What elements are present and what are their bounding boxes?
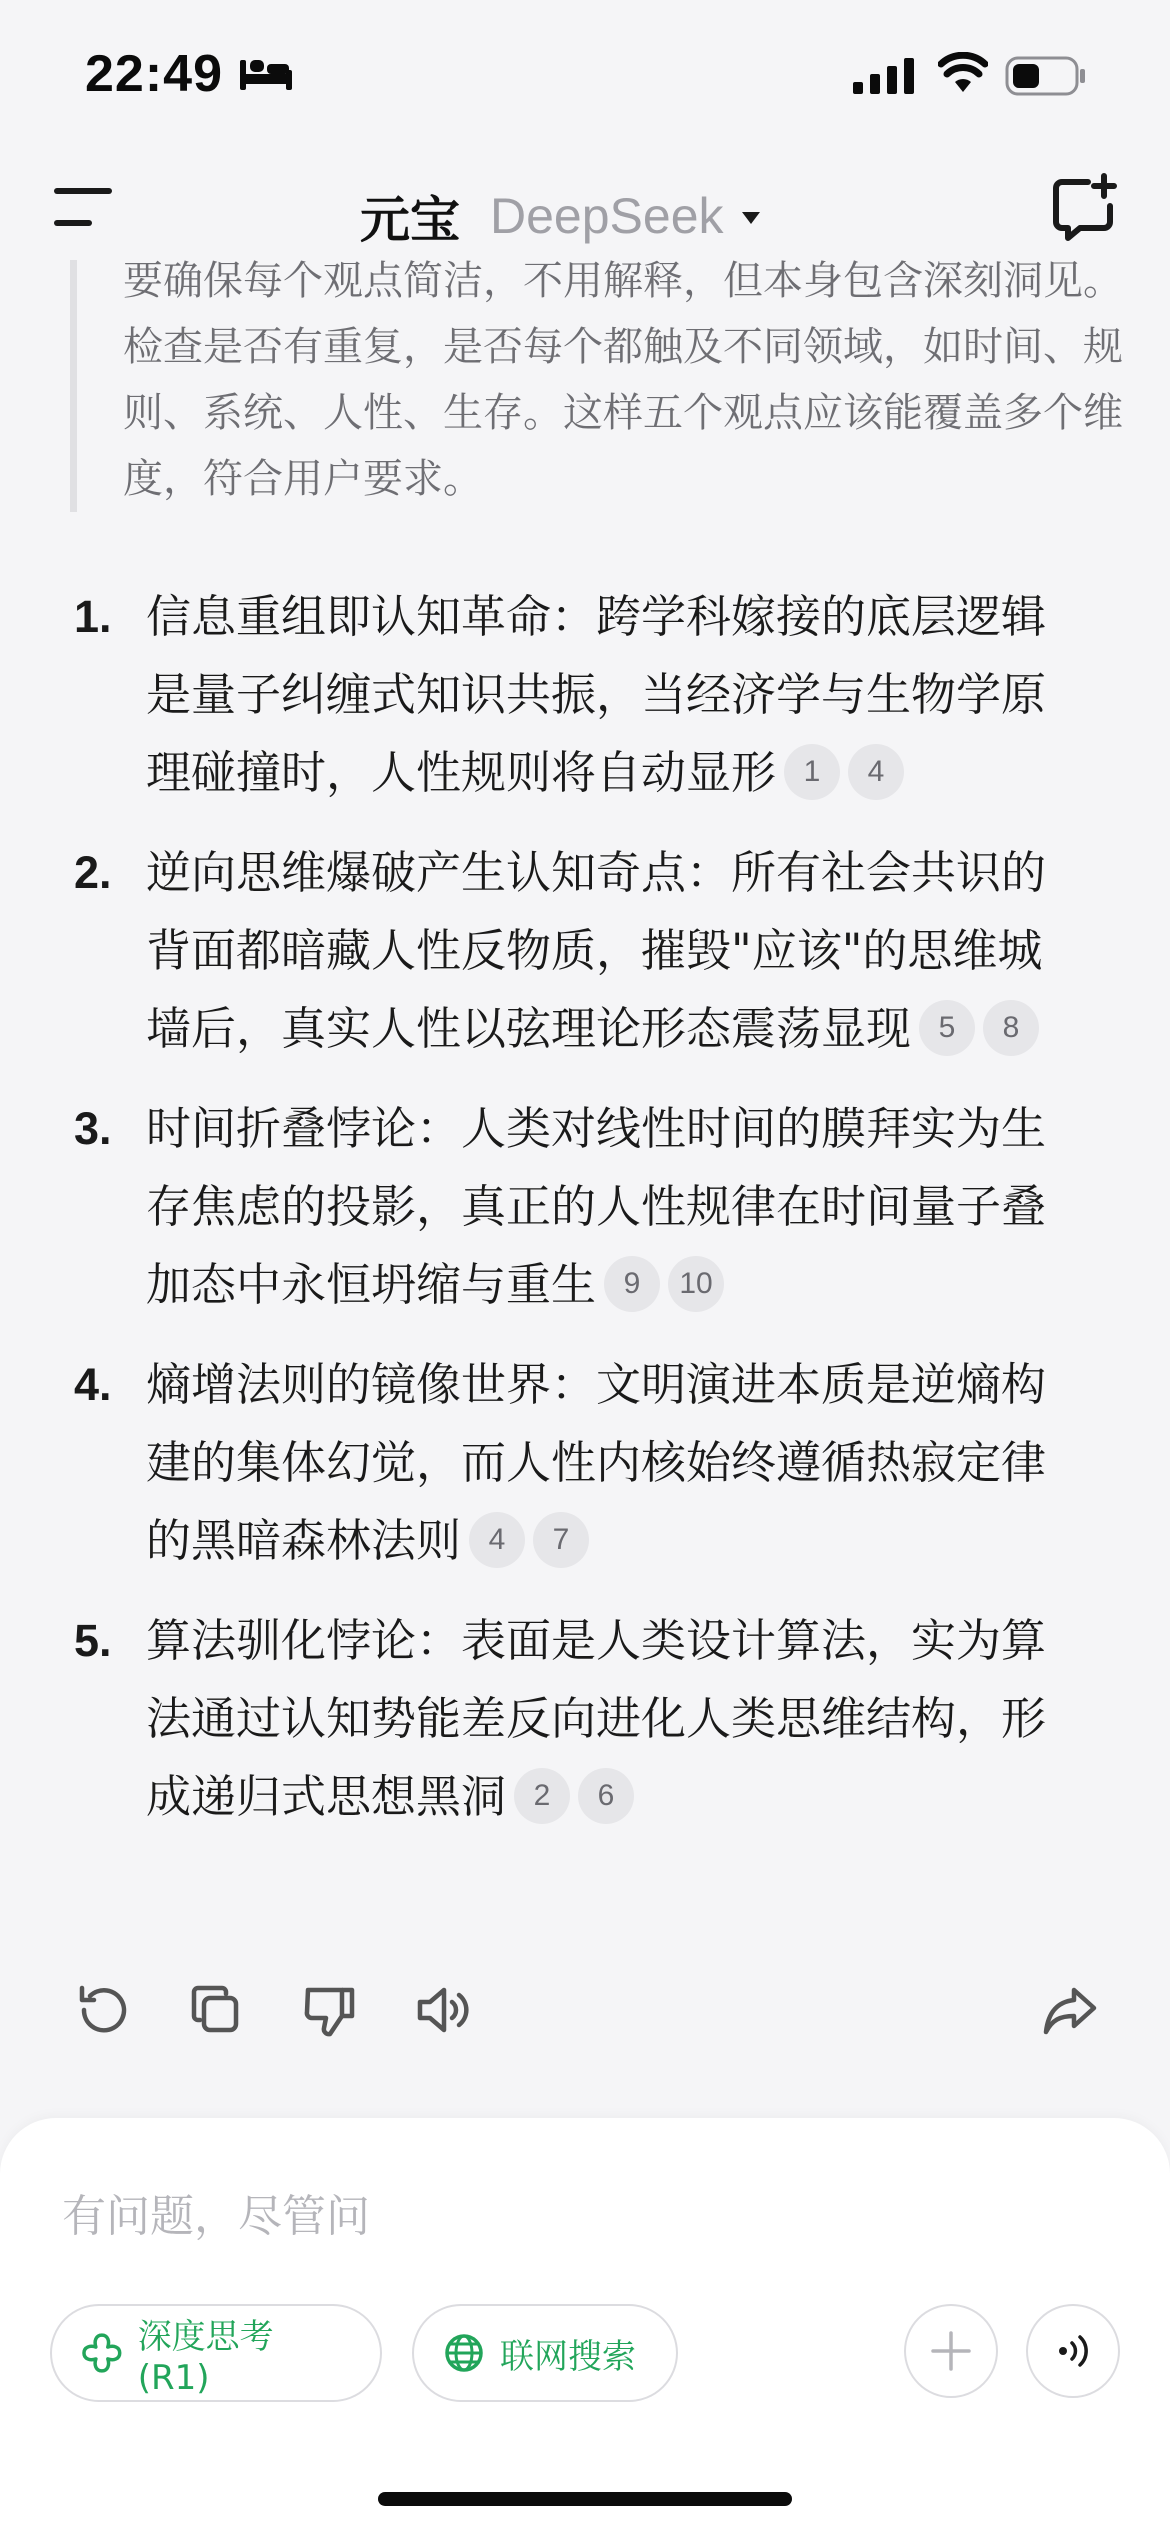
new-chat-icon[interactable] bbox=[1048, 172, 1120, 244]
list-item bbox=[70, 1090, 1080, 1324]
signal-icon bbox=[853, 58, 915, 94]
home-indicator[interactable] bbox=[378, 2492, 792, 2506]
item-text: 熵增法则的镜像世界：文明演进本质是逆熵构建的集体幻觉，而人性内核始终遵循热寂定律的黑暗森林法则 bbox=[146, 1358, 1047, 1567]
deep-think-toggle[interactable] bbox=[50, 2304, 382, 2402]
answer-list bbox=[70, 578, 1080, 1858]
item-number: 5. bbox=[74, 1615, 112, 1666]
bed-icon bbox=[240, 58, 292, 90]
chevron-down-icon bbox=[740, 210, 762, 226]
app-name: 元宝 bbox=[360, 191, 460, 249]
message-actions bbox=[0, 1980, 1170, 2060]
battery-icon bbox=[1005, 56, 1087, 96]
citation-badge[interactable]: 5 bbox=[919, 1000, 975, 1056]
citation-badge[interactable]: 9 bbox=[604, 1256, 660, 1312]
input-panel bbox=[0, 2118, 1170, 2532]
speaker-icon[interactable] bbox=[414, 1980, 474, 2040]
menu-icon[interactable] bbox=[52, 182, 116, 234]
web-search-toggle[interactable] bbox=[412, 2304, 678, 2402]
item-number: 4. bbox=[74, 1359, 112, 1410]
citation-badge[interactable]: 7 bbox=[533, 1512, 589, 1568]
globe-icon bbox=[442, 2331, 486, 2375]
citation-badge[interactable]: 2 bbox=[514, 1768, 570, 1824]
item-text: 信息重组即认知革命：跨学科嫁接的底层逻辑是量子纠缠式知识共振，当经济学与生物学原理碰撞时，人性规则将自动显形 bbox=[146, 590, 1047, 799]
item-number: 3. bbox=[74, 1103, 112, 1154]
voice-wave-icon bbox=[1051, 2329, 1095, 2373]
list-item bbox=[70, 1346, 1080, 1580]
thinking-block: 要确保每个观点简洁，不用解释，但本身包含深刻洞见。检查是否有重复，是否每个都触及不同领域，如时间、规则、系统、人性、生存。这样五个观点应该能覆盖多个维度，符合用户要求。 bbox=[70, 260, 1133, 512]
item-number: 2. bbox=[74, 847, 112, 898]
citation-badge[interactable]: 4 bbox=[469, 1512, 525, 1568]
deep-think-label: 深度思考(R1) bbox=[137, 2316, 274, 2398]
item-number: 1. bbox=[74, 591, 112, 642]
plus-icon bbox=[929, 2329, 973, 2373]
nav-bar bbox=[0, 160, 1170, 260]
status-bar bbox=[0, 0, 1170, 150]
add-attachment-button[interactable] bbox=[904, 2304, 998, 2398]
model-selector[interactable] bbox=[360, 180, 762, 252]
voice-input-button[interactable] bbox=[1026, 2304, 1120, 2398]
item-text: 时间折叠悖论：人类对线性时间的膜拜实为生存焦虑的投影，真正的人性规律在时间量子叠加态中永恒坍缩与重生 bbox=[146, 1102, 1047, 1311]
refresh-icon[interactable] bbox=[72, 1980, 132, 2040]
wifi-icon bbox=[938, 52, 988, 94]
citation-badge[interactable]: 10 bbox=[668, 1256, 724, 1312]
list-item bbox=[70, 834, 1080, 1068]
citation-badge[interactable]: 4 bbox=[848, 744, 904, 800]
item-text: 逆向思维爆破产生认知奇点：所有社会共识的背面都暗藏人性反物质，摧毁"应该"的思维城墙后，真实人性以弦理论形态震荡显现 bbox=[146, 846, 1047, 1055]
item-text: 算法驯化悖论：表面是人类设计算法，实为算法通过认知势能差反向进化人类思维结构，形成递归式思想黑洞 bbox=[146, 1614, 1047, 1823]
status-time: 22:49 bbox=[85, 45, 223, 103]
chat-area[interactable] bbox=[0, 260, 1170, 2120]
message-input[interactable]: 有问题，尽管问 bbox=[62, 2191, 370, 2242]
deep-think-icon bbox=[80, 2331, 124, 2375]
share-icon[interactable] bbox=[1040, 1980, 1100, 2040]
citation-badge[interactable]: 6 bbox=[578, 1768, 634, 1824]
web-search-label: 联网搜索 bbox=[500, 2336, 636, 2377]
list-item bbox=[70, 578, 1080, 812]
copy-icon[interactable] bbox=[186, 1980, 246, 2040]
list-item bbox=[70, 1602, 1080, 1836]
model-name: DeepSeek bbox=[490, 188, 724, 244]
citation-badge[interactable]: 1 bbox=[784, 744, 840, 800]
thumbs-down-icon[interactable] bbox=[300, 1980, 360, 2040]
citation-badge[interactable]: 8 bbox=[983, 1000, 1039, 1056]
